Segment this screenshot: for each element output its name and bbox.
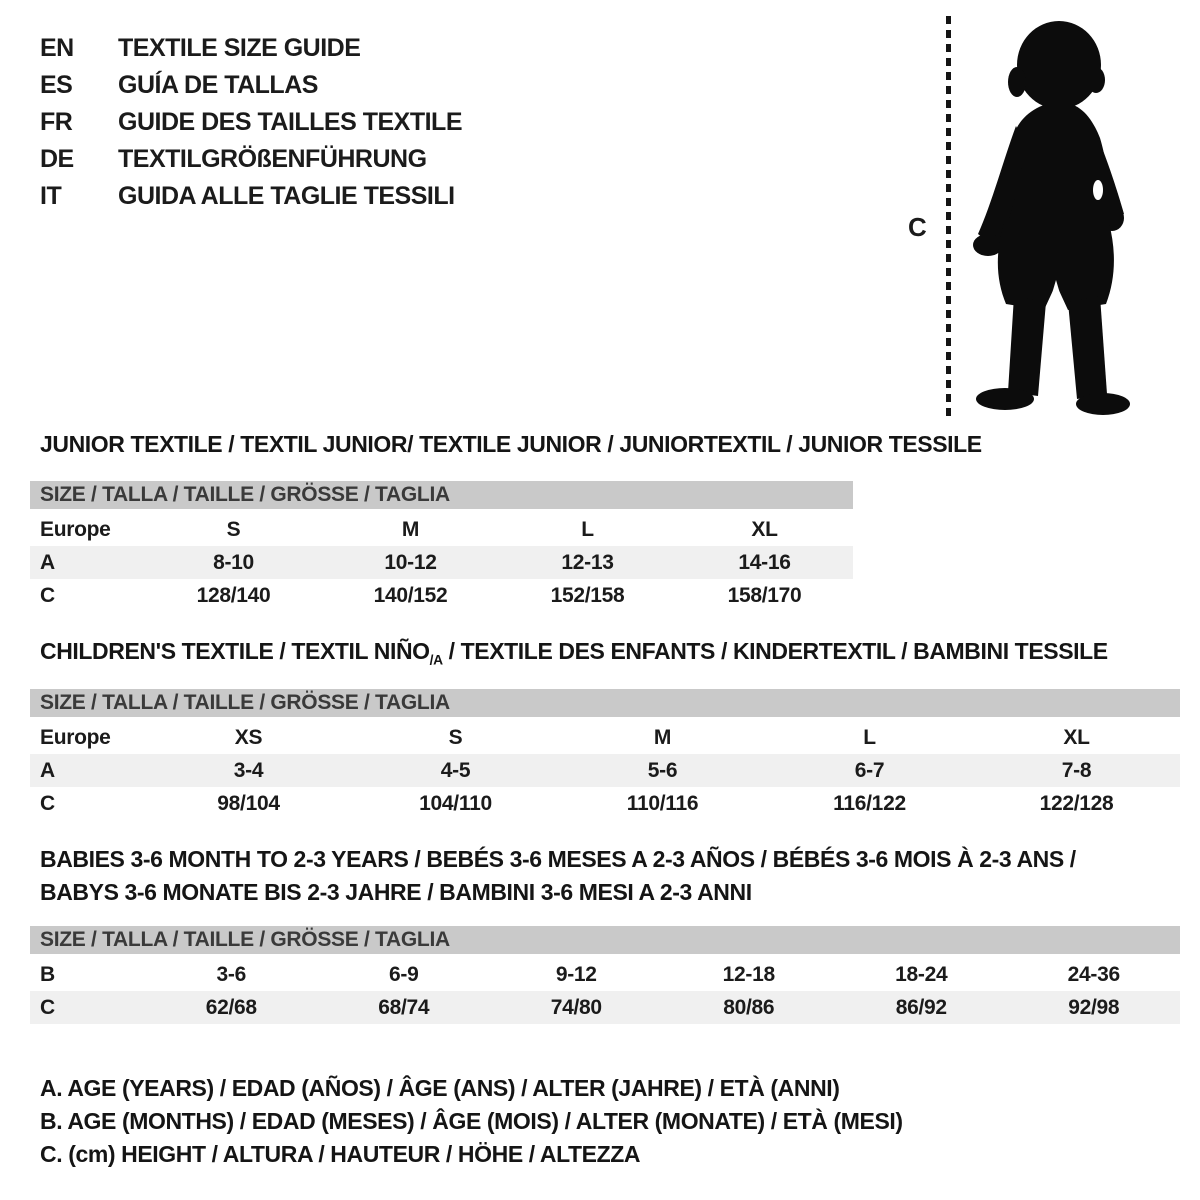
legend-line-b: B. AGE (MONTHS) / EDAD (MESES) / ÂGE (MOIS) / ALTER (MONATE) / ETÀ (MESI) [40, 1108, 903, 1134]
table-row [30, 754, 1180, 787]
row-label: Europe [40, 517, 111, 541]
measure-legend [40, 1072, 903, 1171]
babies-size-table [30, 926, 1180, 1024]
children-size-table [30, 689, 1180, 820]
size-cell: 10-12 [384, 550, 437, 574]
children-heading-post: / TEXTILE DES ENFANTS / KINDERTEXTIL / BAMBINI TESSILE [442, 638, 1108, 664]
size-header-bar: SIZE / TALLA / TAILLE / GRÖSSE / TAGLIA [30, 926, 1180, 954]
row-label: A [40, 758, 55, 782]
size-cell: 128/140 [196, 583, 271, 607]
size-cell: 86/92 [895, 995, 947, 1019]
size-cell: 158/170 [727, 583, 802, 607]
size-cell: 116/122 [833, 791, 906, 815]
size-cell: 3-6 [216, 962, 246, 986]
size-cell: 5-6 [647, 758, 678, 782]
children-heading-sub: /A [429, 652, 443, 668]
guide-title: GUÍA DE TALLAS [118, 71, 318, 99]
table-row [30, 579, 853, 612]
size-cell: 9-12 [555, 962, 597, 986]
row-label: C [40, 995, 55, 1019]
size-cell: 12-18 [722, 962, 775, 986]
size-cell: 110/116 [626, 791, 699, 815]
size-cell: M [653, 725, 672, 749]
size-cell: XL [1063, 725, 1090, 749]
size-cell: 12-13 [561, 550, 614, 574]
size-cell: S [448, 725, 463, 749]
language-code: ES [40, 71, 73, 99]
language-code: DE [40, 145, 74, 173]
size-cell: XL [751, 517, 778, 541]
size-cell: 68/74 [378, 995, 430, 1019]
children-heading-pre: CHILDREN'S TEXTILE / TEXTIL NIÑO [40, 638, 430, 664]
size-cell: 6-9 [389, 962, 419, 986]
size-cell: L [863, 725, 876, 749]
table-row [30, 958, 1180, 991]
children-section-heading [40, 638, 1108, 668]
size-cell: 24-36 [1067, 962, 1120, 986]
guide-title: TEXTILE SIZE GUIDE [118, 34, 361, 62]
language-title-row [40, 30, 462, 67]
size-cell: 62/68 [205, 995, 257, 1019]
size-header-bar: SIZE / TALLA / TAILLE / GRÖSSE / TAGLIA [30, 689, 1180, 717]
size-cell: L [581, 517, 594, 541]
size-cell: 152/158 [550, 583, 625, 607]
size-cell: 7-8 [1061, 758, 1092, 782]
babies-section-heading-line2: BABYS 3-6 MONATE BIS 2-3 JAHRE / BAMBINI 3-6 MESI A 2-3 ANNI [40, 879, 752, 905]
size-cell: 6-7 [854, 758, 885, 782]
size-cell: 92/98 [1068, 995, 1120, 1019]
legend-line-c: C. (cm) HEIGHT / ALTURA / HAUTEUR / HÖHE / ALTEZZA [40, 1141, 641, 1167]
guide-title: TEXTILGRÖßENFÜHRUNG [118, 145, 427, 173]
junior-section-heading: JUNIOR TEXTILE / TEXTIL JUNIOR/ TEXTILE JUNIOR / JUNIORTEXTIL / JUNIOR TESSILE [40, 431, 982, 457]
size-cell: 74/80 [550, 995, 602, 1019]
junior-size-table [30, 481, 853, 612]
table-row [30, 513, 853, 546]
size-cell: 8-10 [213, 550, 254, 574]
size-cell: XS [234, 725, 263, 749]
size-cell: 122/128 [1039, 791, 1114, 815]
size-cell: 4-5 [440, 758, 471, 782]
language-code: FR [40, 108, 73, 136]
row-label: B [40, 962, 55, 986]
language-title-row [40, 178, 462, 215]
table-row [30, 787, 1180, 820]
row-label: A [40, 550, 55, 574]
guide-title: GUIDA ALLE TAGLIE TESSILI [118, 182, 455, 210]
size-header-bar: SIZE / TALLA / TAILLE / GRÖSSE / TAGLIA [30, 481, 853, 509]
size-cell: 14-16 [738, 550, 791, 574]
height-dotted-line [946, 16, 951, 418]
language-title-row [40, 104, 462, 141]
table-row [30, 721, 1180, 754]
legend-line-a: A. AGE (YEARS) / EDAD (AÑOS) / ÂGE (ANS) / ALTER (JAHRE) / ETÀ (ANNI) [40, 1075, 840, 1101]
language-title-row [40, 67, 462, 104]
size-cell: 140/152 [373, 583, 448, 607]
size-cell: 18-24 [895, 962, 948, 986]
height-measure-label: C [908, 212, 927, 242]
table-row [30, 991, 1180, 1024]
language-code: IT [40, 182, 62, 210]
row-label: Europe [40, 725, 111, 749]
size-cell: S [226, 517, 241, 541]
size-cell: M [401, 517, 420, 541]
babies-section-heading-line1: BABIES 3-6 MONTH TO 2-3 YEARS / BEBÉS 3-6 MESES A 2-3 AÑOS / BÉBÉS 3-6 MOIS À 2-3 ANS / [40, 846, 1076, 872]
language-title-list [40, 30, 462, 215]
language-code: EN [40, 34, 74, 62]
size-cell: 98/104 [217, 791, 280, 815]
guide-title: GUIDE DES TAILLES TEXTILE [118, 108, 463, 136]
row-label: C [40, 583, 55, 607]
language-title-row [40, 141, 462, 178]
size-cell: 104/110 [419, 791, 492, 815]
table-row [30, 546, 853, 579]
baby-silhouette-icon [960, 18, 1152, 422]
row-label: C [40, 791, 55, 815]
size-cell: 80/86 [723, 995, 775, 1019]
size-cell: 3-4 [233, 758, 264, 782]
